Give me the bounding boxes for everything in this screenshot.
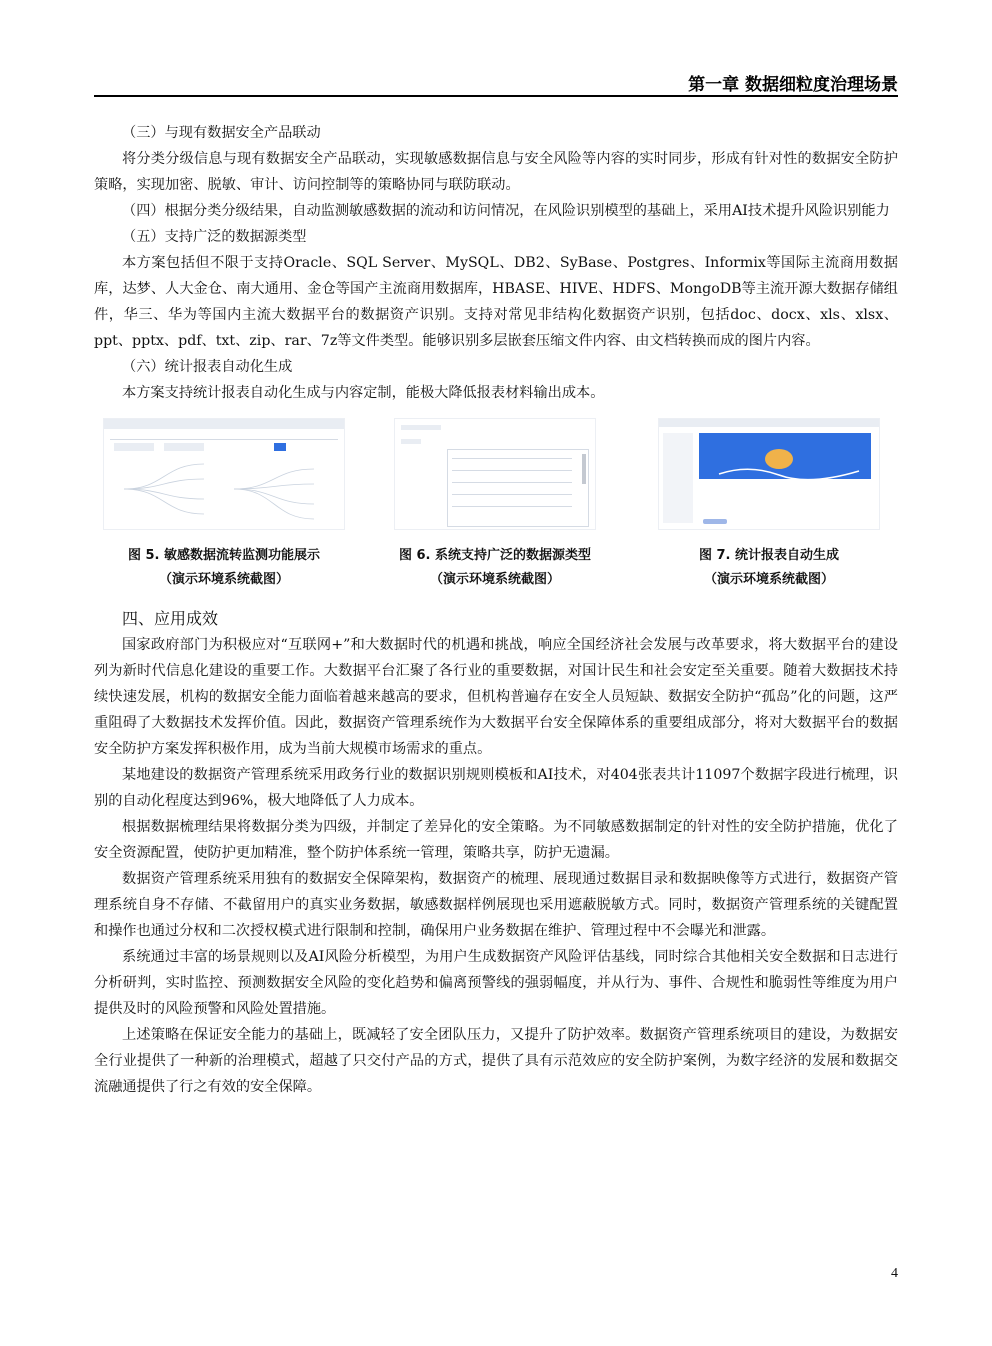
paragraph-results-3: 根据数据梳理结果将数据分类为四级，并制定了差异化的安全策略。为不同敏感数据制定的针对性的安全防护措施，优化了安全资源配置，使防护更加精准，整个防护体系统一管理，策略共享，防护无遗漏。: [94, 819, 898, 861]
dropdown-list: [447, 449, 589, 527]
figure-5-caption: 图 5. 敏感数据流转监测功能展示: [127, 548, 321, 563]
figure-6-screenshot: [394, 418, 596, 530]
figure-6-caption: 图 6. 系统支持广泛的数据源类型: [398, 548, 592, 563]
figure-7: [640, 410, 898, 592]
figure-6-caption-sub: （演示环境系统截图）: [429, 572, 560, 587]
paragraph-results-1: 国家政府部门为积极应对“互联网+”和大数据时代的机遇和挑战，响应全国经济社会发展与改革要求，将大数据平台的建设列为新时代信息化建设的重要工作。大数据平台汇聚了各行业的重要数据，对国计民生和社会安定至关重要。随着大数据技术持续快速发展，机构的数据安全能力面临着越来越高的要求，但机构普遍存在安全人员短缺、数据安全防护“孤岛”化的问题，这严重阻碍了大数据技术发挥价值。因此，数据资产管理系统作为大数据平台安全保障体系的重要组成部分，将对大数据平台的数据安全防护方案发挥积极作用，成为当前大规模市场需求的重点。: [94, 637, 898, 757]
figure-7-caption: 图 7. 统计报表自动生成: [698, 548, 840, 563]
figure-row: [94, 410, 898, 606]
figure-5-screenshot: [103, 418, 345, 530]
section-heading-5: （五）支持广泛的数据源类型: [122, 229, 307, 245]
page-number: 4: [891, 1266, 898, 1281]
section-heading-results: 四、应用成效: [122, 609, 219, 628]
figure-7-caption-sub: （演示环境系统截图）: [703, 572, 834, 587]
paragraph-results-4: 数据资产管理系统采用独有的数据安全保障架构，数据资产的梳理、展现通过数据目录和数据映像等方式进行，数据资产管理系统自身不存储、不截留用户的真实业务数据，敏感数据样例展现也采用遮蔽脱敏方式。同时，数据资产管理系统的关键配置和操作也通过分权和二次授权模式进行限制和控制，确保用户业务数据在维护、管理过程中不会曝光和泄露。: [94, 871, 898, 939]
paragraph-s6: 本方案支持统计报表自动化生成与内容定制，能极大降低报表材料输出成本。: [122, 385, 605, 401]
paragraph-results-5: 系统通过丰富的场景规则以及AI风险分析模型，为用户生成数据资产风险评估基线，同时综合其他相关安全数据和日志进行分析研判，实时监控、预测数据安全风险的变化趋势和偏离预警线的强弱幅度，并从行为、事件、合规性和脆弱性等维度为用户提供及时的风险预警和风险处置措施。: [94, 949, 898, 1017]
running-header-title: 第一章 数据细粒度治理场景: [688, 75, 898, 95]
paragraph-results-2: 某地建设的数据资产管理系统采用政务行业的数据识别规则模板和AI技术，对404张表共计11097个数据字段进行梳理，识别的自动化程度达到96%，极大地降低了人力成本。: [94, 767, 898, 809]
figure-6: [370, 410, 620, 592]
document-body: [94, 120, 898, 1100]
figure-5-caption-sub: （演示环境系统截图）: [158, 572, 289, 587]
section-heading-4: （四）根据分类分级结果，自动监测敏感数据的流动和访问情况，在风险识别模型的基础上，采用AI技术提升风险识别能力: [122, 203, 890, 219]
flow-diagram-icon: [104, 419, 344, 529]
figure-7-screenshot: [658, 418, 880, 530]
paragraph-results-6: 上述策略在保证安全能力的基础上，既减轻了安全团队压力，又提升了防护效率。数据资产管理系统项目的建设，为数据安全行业提供了一种新的治理模式，超越了只交付产品的方式，提供了具有示范效应的安全防护案例，为数字经济的发展和数据交流融通提供了行之有效的安全保障。: [94, 1027, 898, 1095]
header-rule: [94, 95, 898, 97]
illustration-icon: [659, 419, 879, 529]
paragraph-s5: 本方案包括但不限于支持Oracle、SQL Server、MySQL、DB2、SyBase、Postgres、Informix等国际主流商用数据库，达梦、人大金仓、南大通用、金仓等国产主流商用数据库，HBASE、HIVE、HDFS、MongoDB等主流开源大数据存储组件，华三、华为等国内主流大数据平台的数据资产识别。支持对常见非结构化数据资产识别，包括doc、docx、xls、xlsx、ppt、pptx、pdf、txt、zip、rar、7z等文件类型。能够识别多层嵌套压缩文件内容、由文档转换而成的图片内容。: [94, 255, 898, 349]
paragraph-s3: 将分类分级信息与现有数据安全产品联动，实现敏感数据信息与安全风险等内容的实时同步，形成有针对性的数据安全防护策略，实现加密、脱敏、审计、访问控制等的策略协同与联防联动。: [94, 151, 898, 193]
section-heading-6: （六）统计报表自动化生成: [122, 359, 293, 375]
scrollbar: [582, 454, 586, 484]
section-heading-3: （三）与现有数据安全产品联动: [122, 125, 321, 141]
figure-5: [94, 410, 354, 592]
